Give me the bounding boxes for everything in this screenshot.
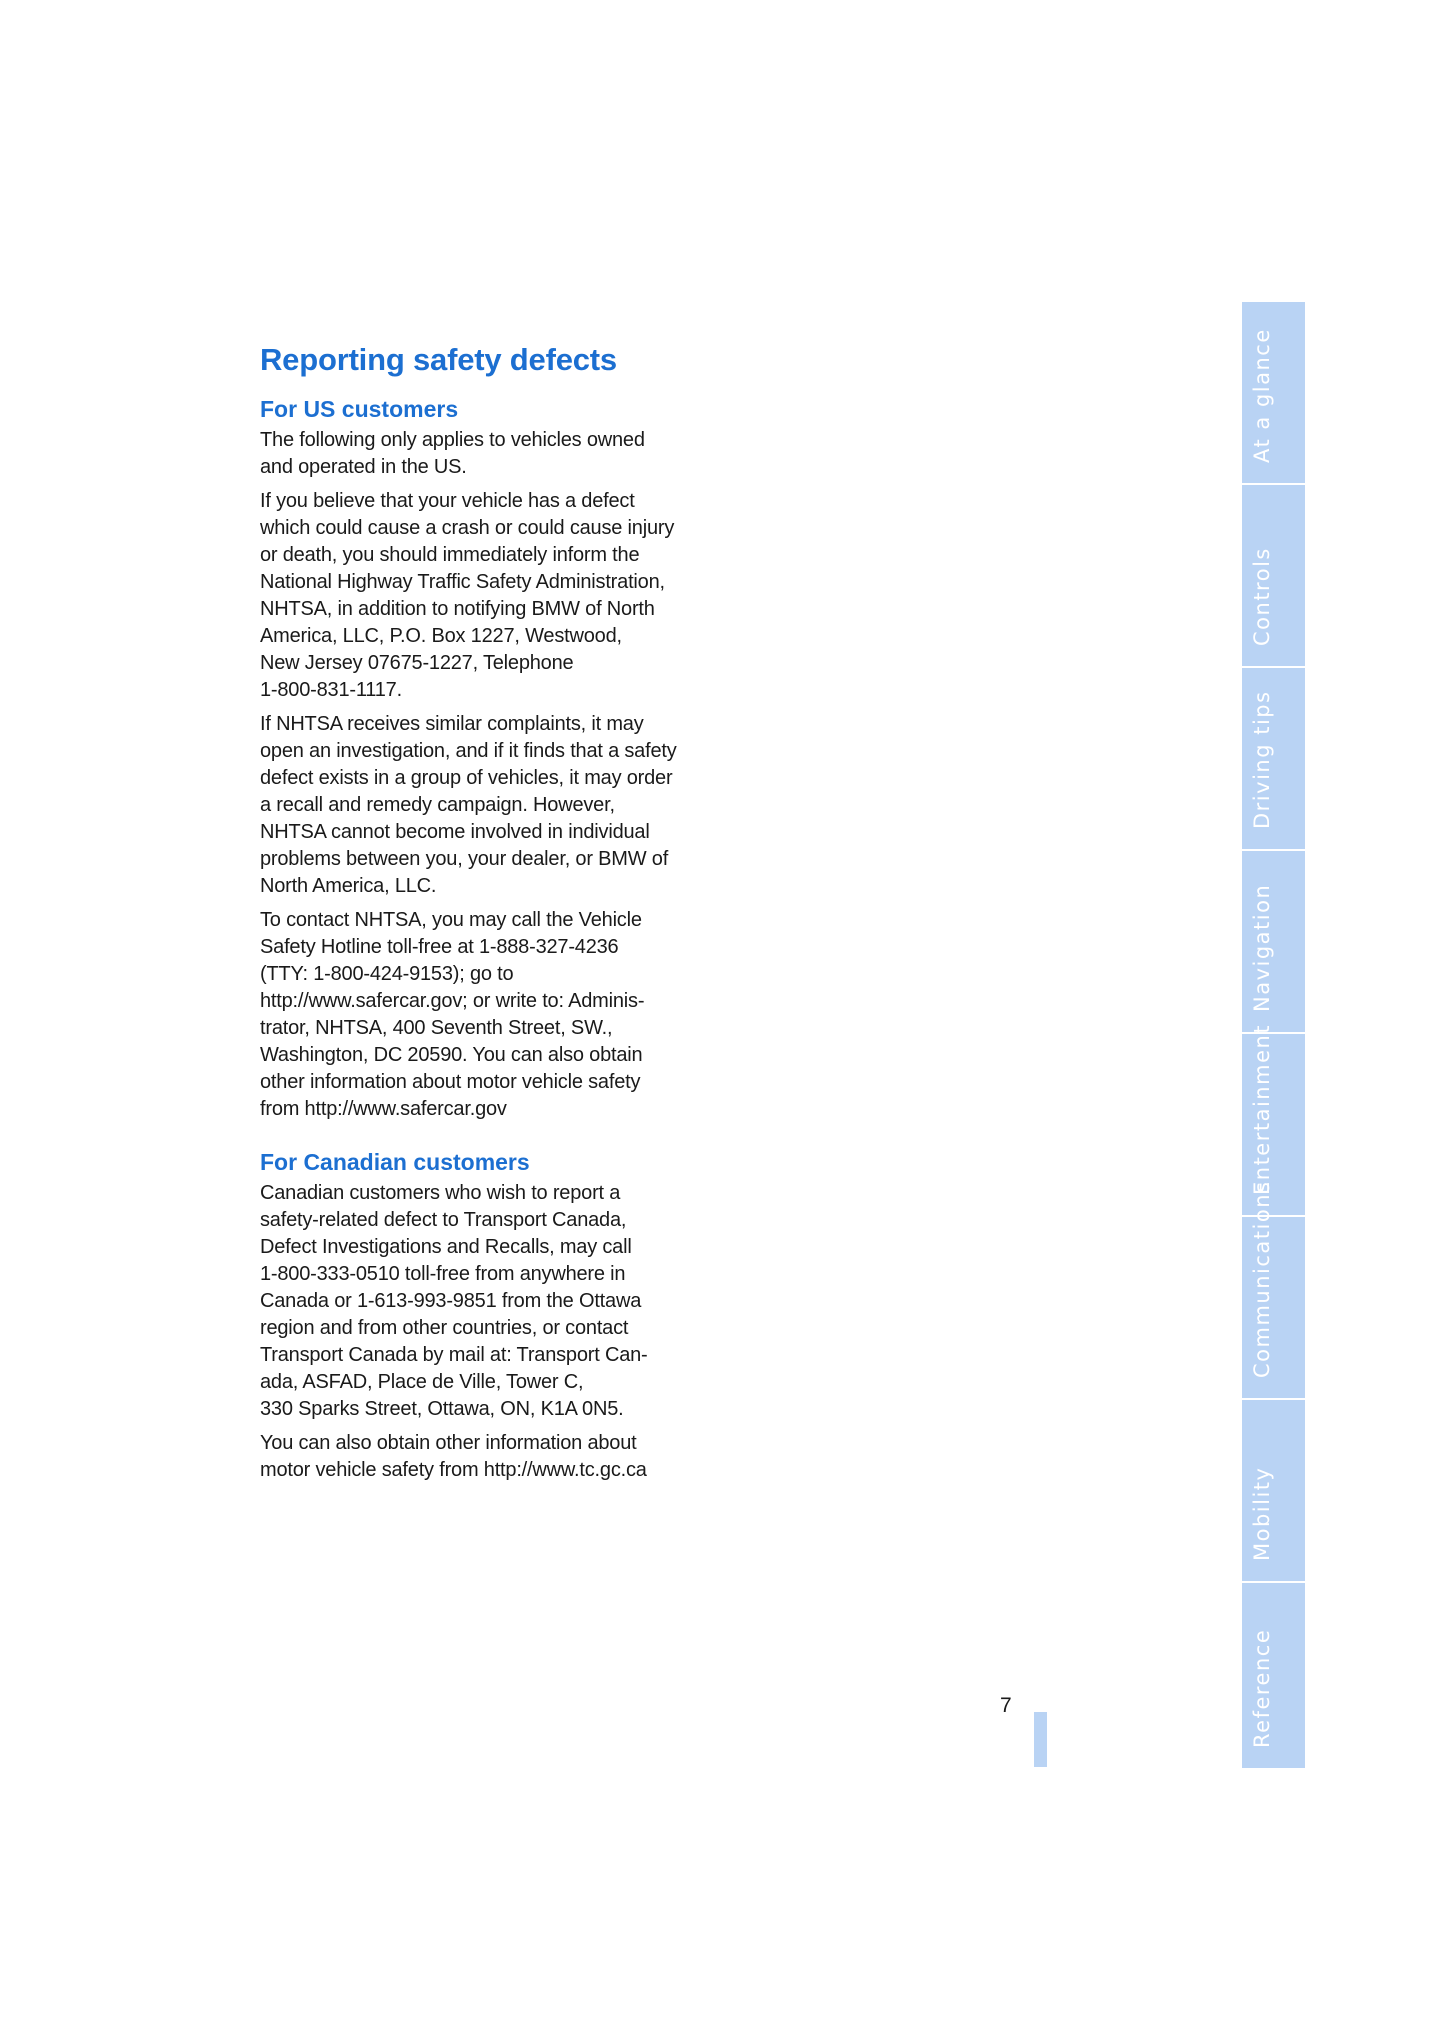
us-paragraph-2: If you believe that your vehicle has a defect which could cause a crash or could cause injury or death, you should immediately inform the National Highway Traffic Safety Administration, NHTSA, in addition to notifying BMW of North America, LLC, P.O. Box 1227, Westwood, New Jersey 07675-1227, Telephone 1-800-831-1117.: [260, 490, 675, 701]
main-content: [260, 342, 720, 1491]
page-marker: [1034, 1712, 1047, 1767]
tab-label: Communications: [1249, 1180, 1274, 1378]
tab-driving-tips[interactable]: [1242, 668, 1305, 851]
canada-paragraph-2: You can also obtain other information about motor vehicle safety from http://www.tc.gc.ca: [260, 1432, 647, 1481]
us-customers-heading: For US customers: [260, 396, 459, 422]
tab-label: Entertainment: [1249, 1023, 1274, 1195]
tab-label: Controls: [1249, 547, 1274, 646]
canada-paragraph-1: Canadian customers who wish to report a safety-related defect to Transport Canada, Defect Investigations and Recalls, may call 1-800-333-0510 toll-free from anywhere in Canada or 1-613-993-9851 from the Ottawa region and from other countries, or contact Transport Canada by mail at: Transport Can- ada, ASFAD, Place de Ville, Tower C, 330 Sparks Street, Ottawa, ON, K1A 0N5.: [260, 1182, 648, 1420]
tab-label: Navigation: [1249, 883, 1274, 1012]
tab-label: Driving tips: [1249, 690, 1274, 829]
tab-label: At a glance: [1249, 328, 1274, 463]
us-paragraph-4: To contact NHTSA, you may call the Vehicle Safety Hotline toll-free at 1-888-327-4236 (TTY: 1-800-424-9153); go to http://www.safercar.gov; or write to: Adminis- trator, NHTSA, 400 Seventh Street, SW., Washington, DC 20590. You can also obtain other information about motor vehicle safety from http://www.safercar.gov: [260, 909, 645, 1120]
tab-label: Reference: [1249, 1628, 1274, 1748]
chapter-tabs: [1242, 302, 1305, 1768]
tab-navigation[interactable]: [1242, 851, 1305, 1034]
tab-communications[interactable]: [1242, 1180, 1305, 1400]
page-title: Reporting safety defects: [260, 342, 617, 377]
us-paragraph-3: If NHTSA receives similar complaints, it may open an investigation, and if it finds that a safety defect exists in a group of vehicles, it may order a recall and remedy campaign. However, NHTSA cannot become involved in individual problems between you, your dealer, or BMW of North America, LLC.: [260, 713, 677, 897]
canadian-customers-heading: For Canadian customers: [260, 1149, 530, 1175]
page-number: 7: [1000, 1694, 1012, 1717]
tab-mobility[interactable]: [1242, 1400, 1305, 1583]
tab-reference[interactable]: [1242, 1583, 1305, 1768]
tab-at-a-glance[interactable]: [1242, 302, 1305, 485]
tab-label: Mobility: [1249, 1466, 1274, 1561]
tab-controls[interactable]: [1242, 485, 1305, 668]
us-paragraph-1: The following only applies to vehicles owned and operated in the US.: [260, 429, 645, 478]
